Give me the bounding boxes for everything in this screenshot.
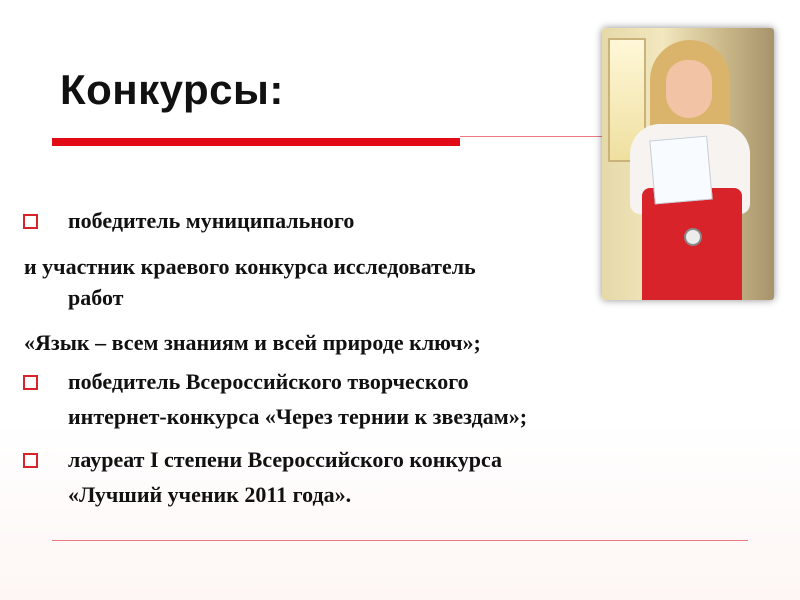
list-item-1-line-4: «Язык – всем знаниям и всей природе ключ»; (24, 330, 481, 355)
title-underline-thin (460, 136, 610, 137)
list-item-1-line-3: работ (68, 285, 124, 310)
bullet-icon (23, 214, 38, 229)
list-item-3-line-1: лауреат I степени Всероссийского конкурса (68, 447, 503, 472)
list-item-2-line-2: интернет-конкурса «Через тернии к звездам»; (68, 404, 528, 429)
list-item-1-line-2: и участник краевого конкурса исследователь (24, 254, 476, 279)
list-item-2-line-1: победитель Всероссийского творческого (68, 369, 469, 394)
photo-brooch (684, 228, 702, 246)
title-underline-thick (52, 138, 460, 146)
bottom-divider (52, 540, 748, 541)
student-photo (602, 28, 774, 300)
photo-face (666, 60, 712, 118)
list-item-1-line-1: победитель муниципального (68, 208, 355, 233)
slide-title: Конкурсы: (60, 66, 284, 113)
bullet-icon (23, 453, 38, 468)
bullet-icon (23, 375, 38, 390)
list-item-3-line-2: «Лучший ученик 2011 года». (68, 482, 352, 507)
photo-paper (649, 136, 712, 205)
